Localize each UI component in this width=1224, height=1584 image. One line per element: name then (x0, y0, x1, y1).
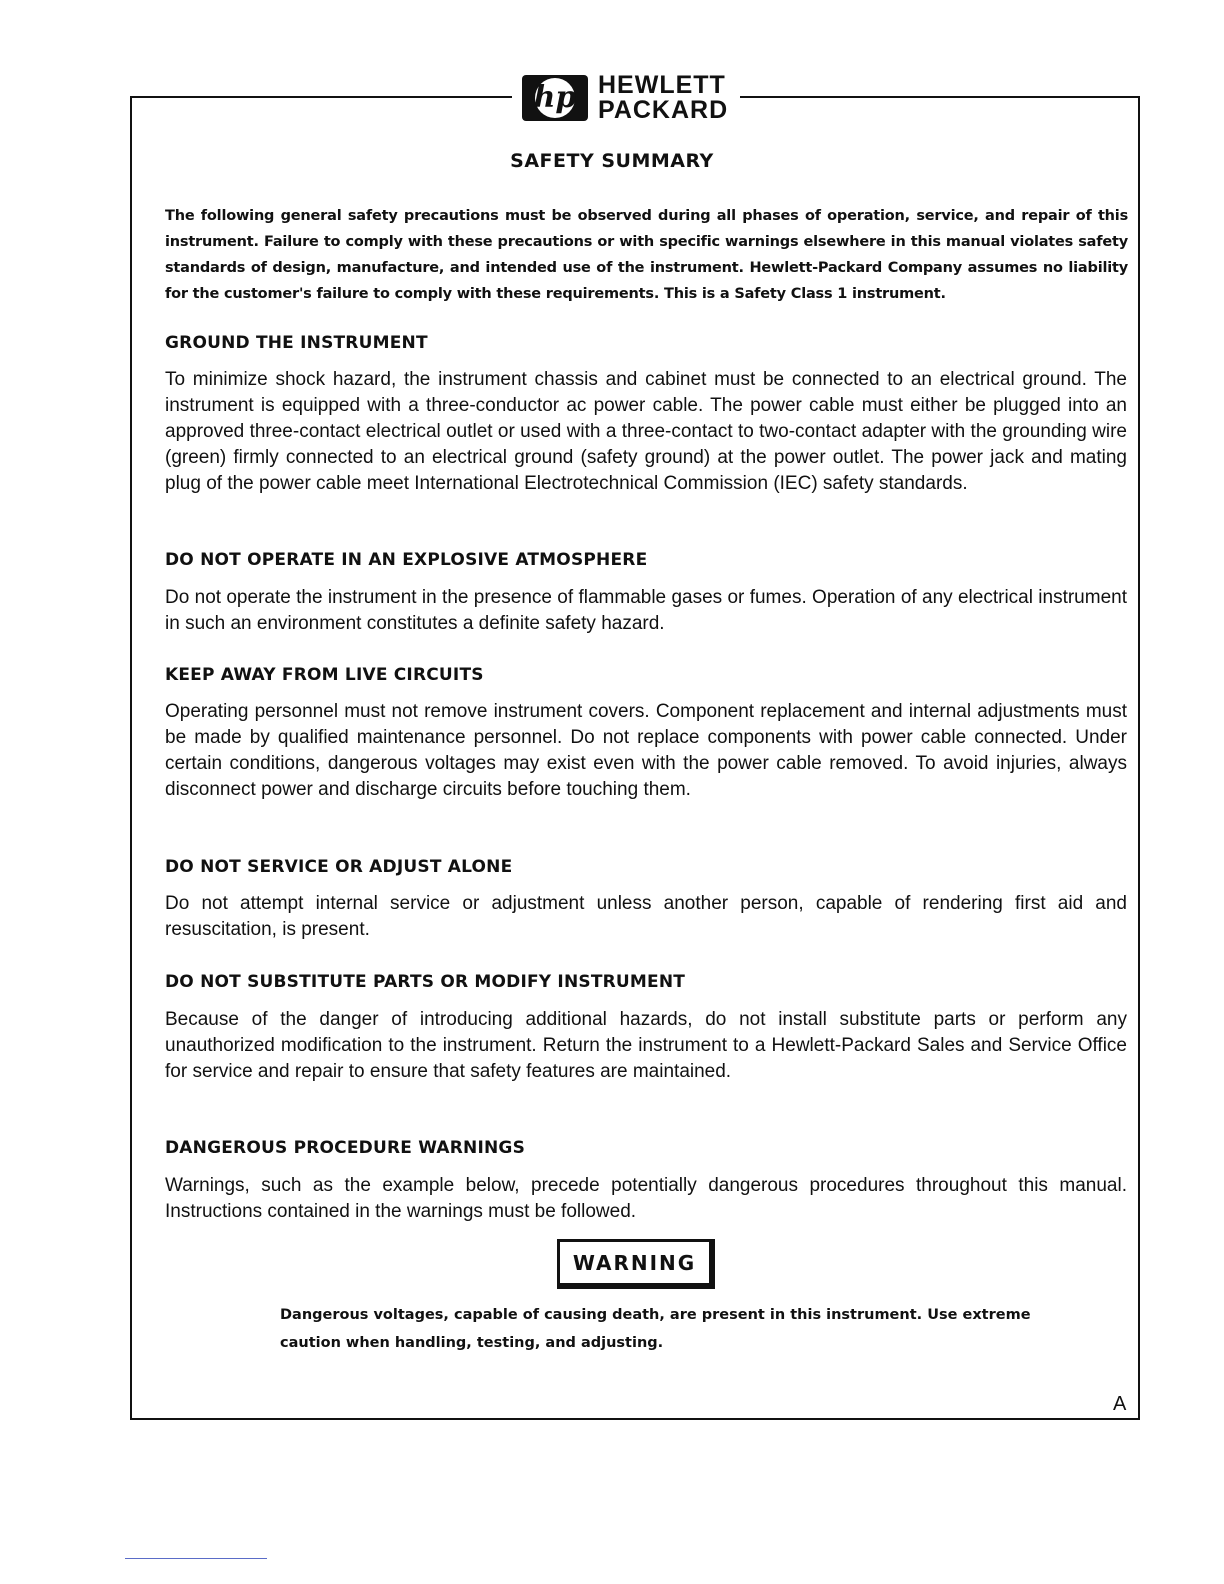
section-heading-substitute-parts: DO NOT SUBSTITUTE PARTS OR MODIFY INSTRUMENT (165, 972, 686, 992)
page-title: SAFETY SUMMARY (510, 150, 714, 172)
hp-logo-text (598, 73, 728, 123)
section-body-ground: To minimize shock hazard, the instrument chassis and cabinet must be connected to an electrical ground. The instrument is equipped with a three-conductor ac power cable. The power cable must either be plugged into an approved three-contact electrical outlet or used with a three-contact to two-contact adapter with the grounding wire (green) firmly connected to an electrical ground (safety ground) at the power outlet. The power jack and mating plug of the power cable meet International Electrotechnical Commission (IEC) safety standards. (165, 369, 1127, 494)
warning-text: Dangerous voltages, capable of causing death, are present in this instrument. Use extreme caution when handling, testing, and adjusting. (280, 1307, 1031, 1351)
page-letter: A (1113, 1393, 1127, 1415)
section-body-explosive: Do not operate the instrument in the presence of flammable gases or fumes. Operation of any electrical instrument in such an environment constitutes a definite safety hazard. (165, 587, 1127, 634)
section-heading-service-alone: DO NOT SERVICE OR ADJUST ALONE (165, 857, 513, 877)
section-body-substitute-parts: Because of the danger of introducing additional hazards, do not install substitute parts or perform any unauthorized modification to the instrument. Return the instrument to a Hewlett-Packard Sales and Service Office for service and repair to ensure that safety features are maintained. (165, 1009, 1127, 1082)
warning-label-box (557, 1239, 715, 1289)
hp-logo-mark (522, 75, 588, 121)
section-body-live-circuits: Operating personnel must not remove instrument covers. Component replacement and internal adjustments must be made by qualified maintenance personnel. Do not replace components with power cable connected. Under certain conditions, dangerous voltages may exist even with the power cable removed. To avoid injuries, always disconnect power and discharge circuits before touching them. (165, 701, 1127, 800)
warning-label: WARNING (572, 1250, 697, 1275)
intro-paragraph: The following general safety precautions must be observed during all phases of operation, service, and repair of this instrument. Failure to comply with these precautions or with specific warnings elsewhere in this manual violates safety standards of design, manufacture, and intended use of the instrument. Hewlett-Packard Company assumes no liability for the customer's failure to comply with these requirements. This is a Safety Class 1 instrument. (165, 208, 1128, 302)
section-heading-live-circuits: KEEP AWAY FROM LIVE CIRCUITS (165, 665, 484, 685)
hp-logo-glyph: hp (535, 78, 575, 118)
logo-line-1: HEWLETT (598, 71, 726, 99)
footnote-rule (125, 1558, 267, 1559)
logo-line-2: PACKARD (598, 96, 729, 124)
section-heading-ground: GROUND THE INSTRUMENT (165, 333, 428, 353)
section-heading-warnings: DANGEROUS PROCEDURE WARNINGS (165, 1138, 526, 1158)
hp-logo (512, 72, 740, 124)
section-body-service-alone: Do not attempt internal service or adjustment unless another person, capable of rendering first aid and resuscitation, is present. (165, 893, 1127, 940)
section-body-warnings: Warnings, such as the example below, precede potentially dangerous procedures throughout this manual. Instructions contained in the warnings must be followed. (165, 1175, 1127, 1222)
section-heading-explosive: DO NOT OPERATE IN AN EXPLOSIVE ATMOSPHERE (165, 550, 648, 570)
